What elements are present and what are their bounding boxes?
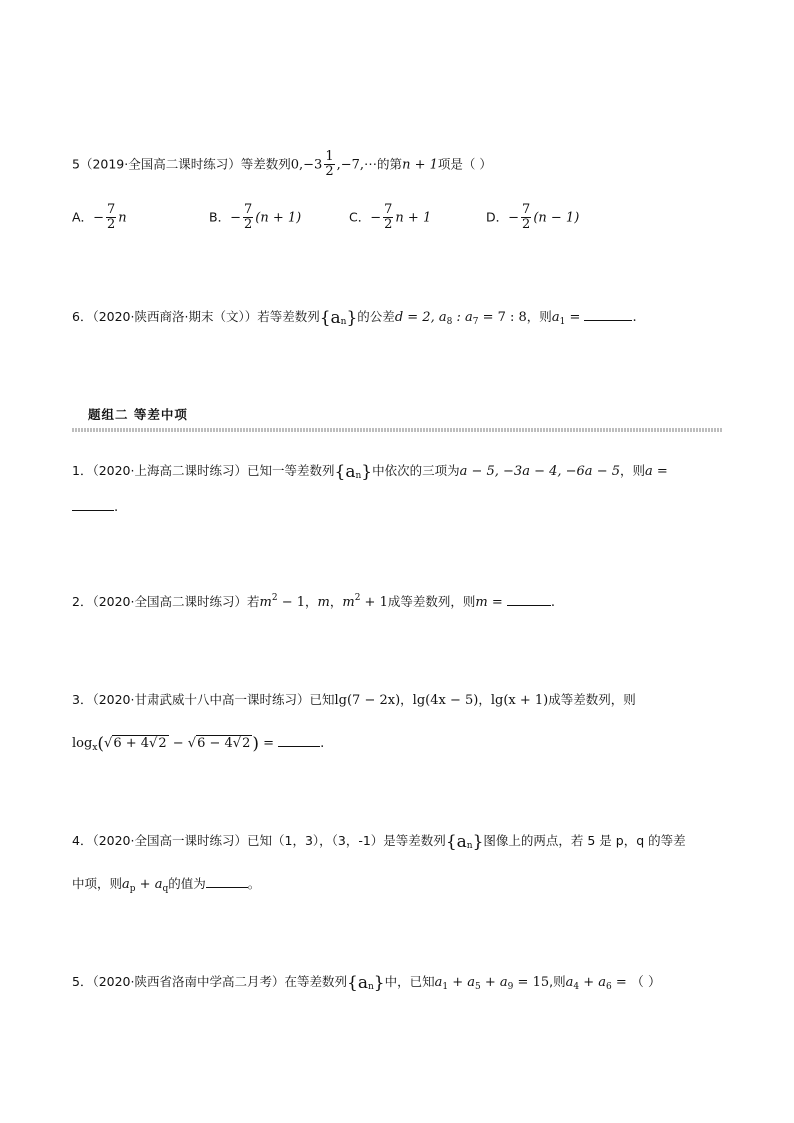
section-question-5: 5．（2020·陕西省洛南中学高二月考）在等差数列$\{a_n\}$中，已知$a_1 + a_5 + a_9 = 15$,则$a_4 + a_6$ = （ ） xyxy=(72,973,662,993)
section-question-2: 2．（2020·全国高二课时练习）若$m^2 - 1$，m，$m^2 + 1$成等差数列，则m = . xyxy=(72,593,556,610)
section-question-1: 1．（2020·上海高二课时练习）已知一等差数列$\{a_n\}$中依次的三项为a − 5, −3a − 4, −6a − 5，则a = xyxy=(72,462,668,482)
question-5a-suffix: 项是（ ） xyxy=(437,156,492,172)
question-6: 6．（2020·陕西商洛·期末（文））若等差数列$\{a_n\}$的公差d = 2, $a_8$ : $a_7 = 7$ : 8，则$a_1$ = . xyxy=(72,308,637,328)
answer-blank[interactable] xyxy=(206,874,248,888)
fraction-seven-halves: $\frac{7}{2}$ xyxy=(522,202,531,233)
answer-blank[interactable] xyxy=(72,497,114,511)
section-question-3-expression: $\log_x(√6 + 4√2 - √6 - 4√2$ ) = . xyxy=(72,734,325,754)
sequence-start: 0,−3 xyxy=(290,157,323,173)
sequence-rest: ,−7,⋯ xyxy=(336,157,378,173)
section-divider xyxy=(72,428,722,432)
section-question-1-answer: . xyxy=(72,497,118,516)
question-5a-prefix: 5（2019·全国高二课时练习）等差数列 xyxy=(72,156,291,172)
question-5a xyxy=(72,150,492,180)
choice-d[interactable]: D．− $\frac{7}{2}$ (n − 1) xyxy=(486,202,580,233)
fraction-seven-halves: $\frac{7}{2}$ xyxy=(384,202,393,233)
fraction-seven-halves: $\frac{7}{2}$ xyxy=(106,202,116,233)
answer-blank[interactable] xyxy=(507,592,551,606)
fraction-seven-halves: $\frac{7}{2}$ xyxy=(243,202,253,233)
section-heading: 题组二 等差中项 xyxy=(88,407,188,422)
choice-c[interactable]: C．− $\frac{7}{2}$ n + 1 xyxy=(349,202,432,233)
fraction-one-half: $\frac{1}{2}$ xyxy=(325,149,334,180)
answer-blank[interactable] xyxy=(584,307,632,321)
section-question-3: 3．（2020·甘肃武威十八中高一课时练习）已知lg(7 − 2x)，lg(4x − 5)，lg(x + 1)成等差数列，则 xyxy=(72,692,636,708)
n-plus-one: n + 1 xyxy=(402,157,438,173)
section-question-4-line2: 中项，则$a_p + a_q$的值为 。 xyxy=(72,876,261,894)
answer-blank[interactable] xyxy=(278,733,320,747)
question-5a-mid: 的第 xyxy=(377,156,403,172)
choice-a[interactable]: A．− $\frac{7}{2}$ n xyxy=(72,202,127,233)
section-question-4: 4．（2020·全国高一课时练习）已知（1，3），（3，-1）是等差数列$\{a_n\}$图像上的两点，若 5 是 p，q 的等差 xyxy=(72,832,686,852)
choice-b[interactable]: B．− $\frac{7}{2}$ (n + 1) xyxy=(209,202,302,233)
